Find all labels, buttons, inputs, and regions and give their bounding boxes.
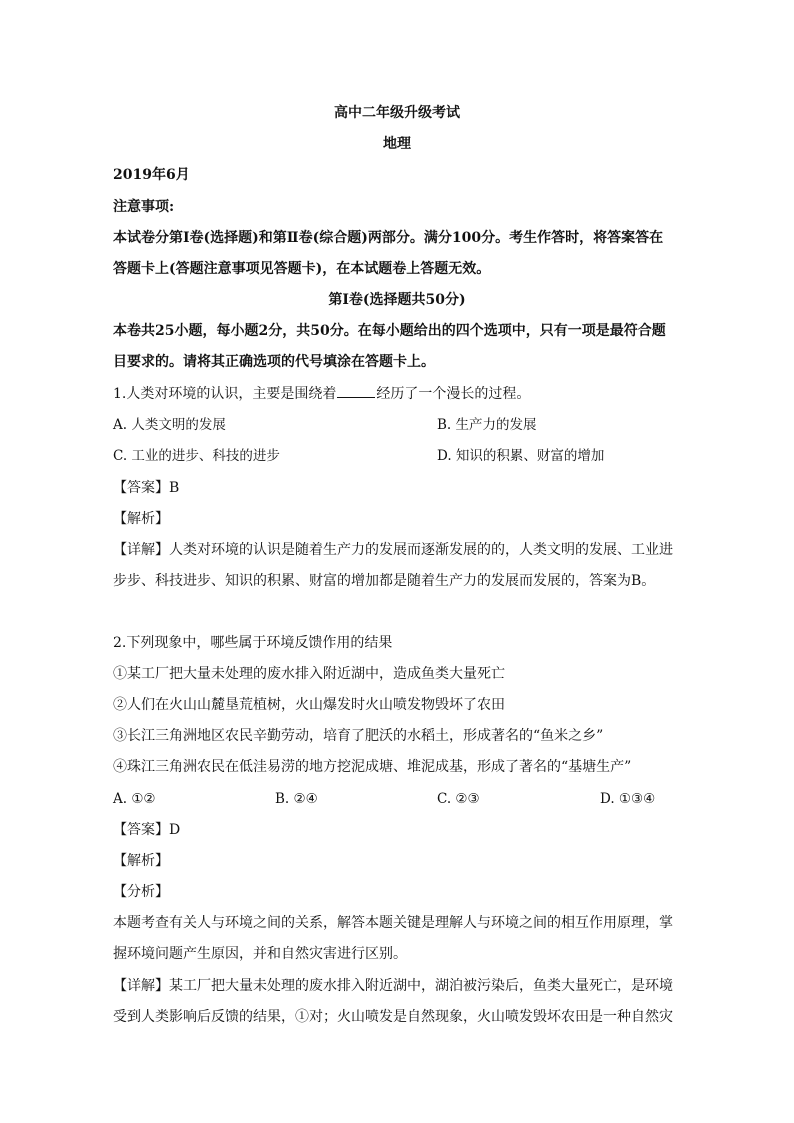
subject-title: 地理 [383,136,411,152]
question-2-item-4: ④珠江三角洲农民在低洼易涝的地方挖泥成塘、堆泥成基，形成了著名的“基塘生产” [113,759,632,775]
question-2-option-b: B. ②④ [275,791,318,807]
question-2-analysis-label: 【解析】 [113,853,169,869]
answer-blank [337,385,375,398]
question-2-detail-1: 【详解】某工厂把大量未处理的废水排入附近湖中，湖泊被污染后，鱼类大量死亡，是环境 [113,978,673,994]
question-1-analysis-label: 【解析】 [113,511,169,527]
question-2-option-c: C. ②③ [437,791,480,807]
notice-line-1: 本试卷分第Ⅰ卷(选择题)和第Ⅱ卷(综合题)两部分。满分100分。考生作答时，将答案答在 [113,230,664,246]
question-2-item-3: ③长江三角洲地区农民辛勤劳动，培育了肥沃的水稻土，形成著名的“鱼米之乡” [113,728,604,744]
question-1-option-c: C. 工业的进步、科技的进步 [113,448,280,464]
question-1-option-a: A. 人类文明的发展 [113,417,226,433]
question-1-option-d: D. 知识的积累、财富的增加 [437,448,605,464]
question-1-stem-start: 1.人类对环境的认识，主要是围绕着 [113,386,337,402]
question-2-option-a: A. ①② [113,791,156,807]
question-2-item-1: ①某工厂把大量未处理的废水排入附近湖中，造成鱼类大量死亡 [113,666,505,682]
exam-title: 高中二年级升级考试 [334,105,460,121]
question-2-detail-2: 受到人类影响后反馈的结果，①对；火山喷发是自然现象，火山喷发毁坏农田是一种自然灾 [113,1009,673,1025]
question-2-fenxi-label: 【分析】 [113,884,169,900]
notice-line-2: 答题卡上(答题注意事项见答题卡)，在本试题卷上答题无效。 [113,261,491,277]
question-2-answer: 【答案】D [113,822,181,838]
section-title: 第Ⅰ卷(选择题共50分) [328,292,466,308]
question-1-detail-2: 步步、科技进步、知识的积累、财富的增加都是随着生产力的发展而发展的，答案为B。 [113,573,656,589]
question-2-fenxi-1: 本题考查有关人与环境之间的关系，解答本题关键是理解人与环境之间的相互作用原理，掌 [113,915,673,931]
question-1-stem-end: 经历了一个漫长的过程。 [376,386,531,402]
exam-date: 2019年6月 [113,167,190,183]
question-1-answer: 【答案】B [113,480,180,496]
question-1-detail-1: 【详解】人类对环境的认识是随着生产力的发展而逐渐发展的的，人类文明的发展、工业进 [113,542,673,558]
question-1-option-b: B. 生产力的发展 [437,417,537,433]
question-2-option-d: D. ①③④ [600,791,656,807]
question-2-item-2: ②人们在火山山麓垦荒植树，火山爆发时火山喷发物毁坏了农田 [113,697,505,713]
question-2-stem: 2.下列现象中，哪些属于环境反馈作用的结果 [113,635,393,651]
section-instruction-2: 目要求的。请将其正确选项的代号填涂在答题卡上。 [113,354,435,370]
question-1-stem [113,385,530,403]
question-2-fenxi-2: 握环境问题产生原因，并和自然灾害进行区别。 [113,946,407,962]
notice-title: 注意事项: [113,199,175,215]
section-instruction-1: 本卷共25小题，每小题2分，共50分。在每小题给出的四个选项中，只有一项是最符合题 [113,323,666,339]
